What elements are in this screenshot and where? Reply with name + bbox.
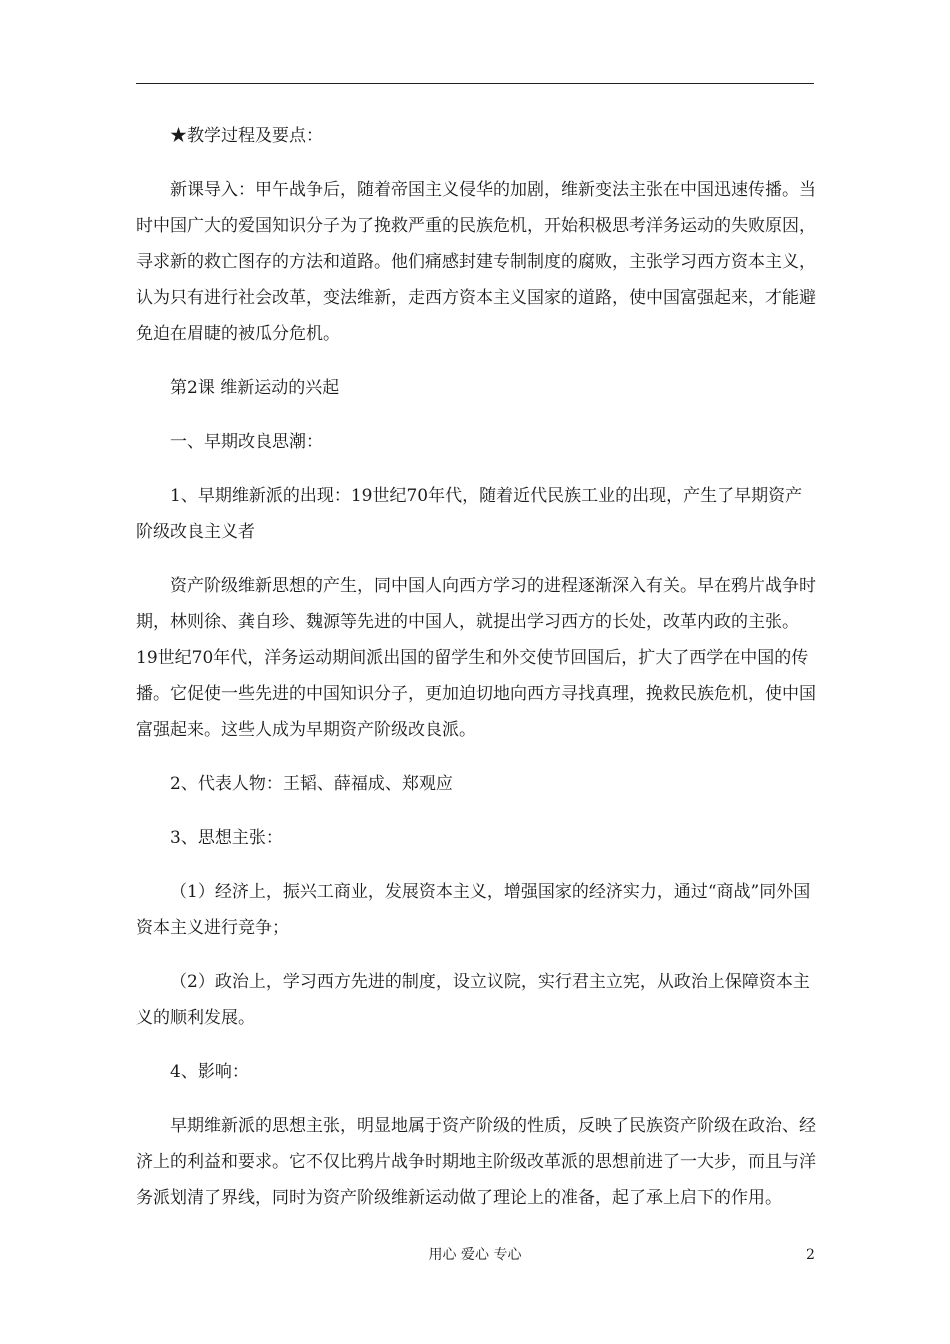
point-4-influence: 4、影响： (170, 1062, 249, 1082)
point-1-emergence: 1、早期维新派的出现：19世纪70年代，随着近代民族工业的出现，产生了早期资产阶级改良主义者 (136, 486, 803, 542)
lesson-title: 第2课 维新运动的兴起 (170, 378, 340, 398)
document-body (136, 118, 816, 1234)
idea-economic: （1）经济上，振兴工商业，发展资本主义，增强国家的经济实力，通过“商战”同外国资本主义进行竞争； (136, 882, 811, 938)
heading-teaching-process: ★教学过程及要点： (170, 126, 323, 146)
header-rule (136, 83, 814, 84)
point-2-representatives: 2、代表人物：王韬、薛福成、郑观应 (170, 774, 453, 794)
paragraph-intro: 新课导入：甲午战争后，随着帝国主义侵华的加剧，维新变法主张在中国迅速传播。当时中国广大的爱国知识分子为了挽救严重的民族危机，开始积极思考洋务运动的失败原因，寻求新的救亡图存的方法和道路。他们痛感封建专制制度的腐败，主张学习西方资本主义，认为只有进行社会改革，变法维新，走西方资本主义国家的道路，使中国富强起来，才能避免迫在眉睫的被瓜分危机。 (136, 180, 816, 344)
footer-motto: 用心 爱心 专心 (428, 1247, 522, 1263)
section-heading-early-reform: 一、早期改良思潮： (170, 432, 323, 452)
paragraph-origin: 资产阶级维新思想的产生，同中国人向西方学习的进程逐渐深入有关。早在鸦片战争时期，林则徐、龚自珍、魏源等先进的中国人，就提出学习西方的长处，改革内政的主张。19世纪70年代，洋务运动期间派出国的留学生和外交使节回国后，扩大了西学在中国的传播。它促使一些先进的中国知识分子，更加迫切地向西方寻找真理，挽救民族危机，使中国富强起来。这些人成为早期资产阶级改良派。 (136, 576, 816, 740)
point-3-ideas: 3、思想主张： (170, 828, 283, 848)
page-number: 2 (806, 1247, 815, 1263)
idea-political: （2）政治上，学习西方先进的制度，设立议院，实行君主立宪，从政治上保障资本主义的顺利发展。 (136, 972, 810, 1028)
paragraph-influence: 早期维新派的思想主张，明显地属于资产阶级的性质，反映了民族资产阶级在政治、经济上的利益和要求。它不仅比鸦片战争时期地主阶级改革派的思想前进了一大步，而且与洋务派划清了界线，同时为资产阶级维新运动做了理论上的准备，起了承上启下的作用。 (136, 1116, 816, 1208)
